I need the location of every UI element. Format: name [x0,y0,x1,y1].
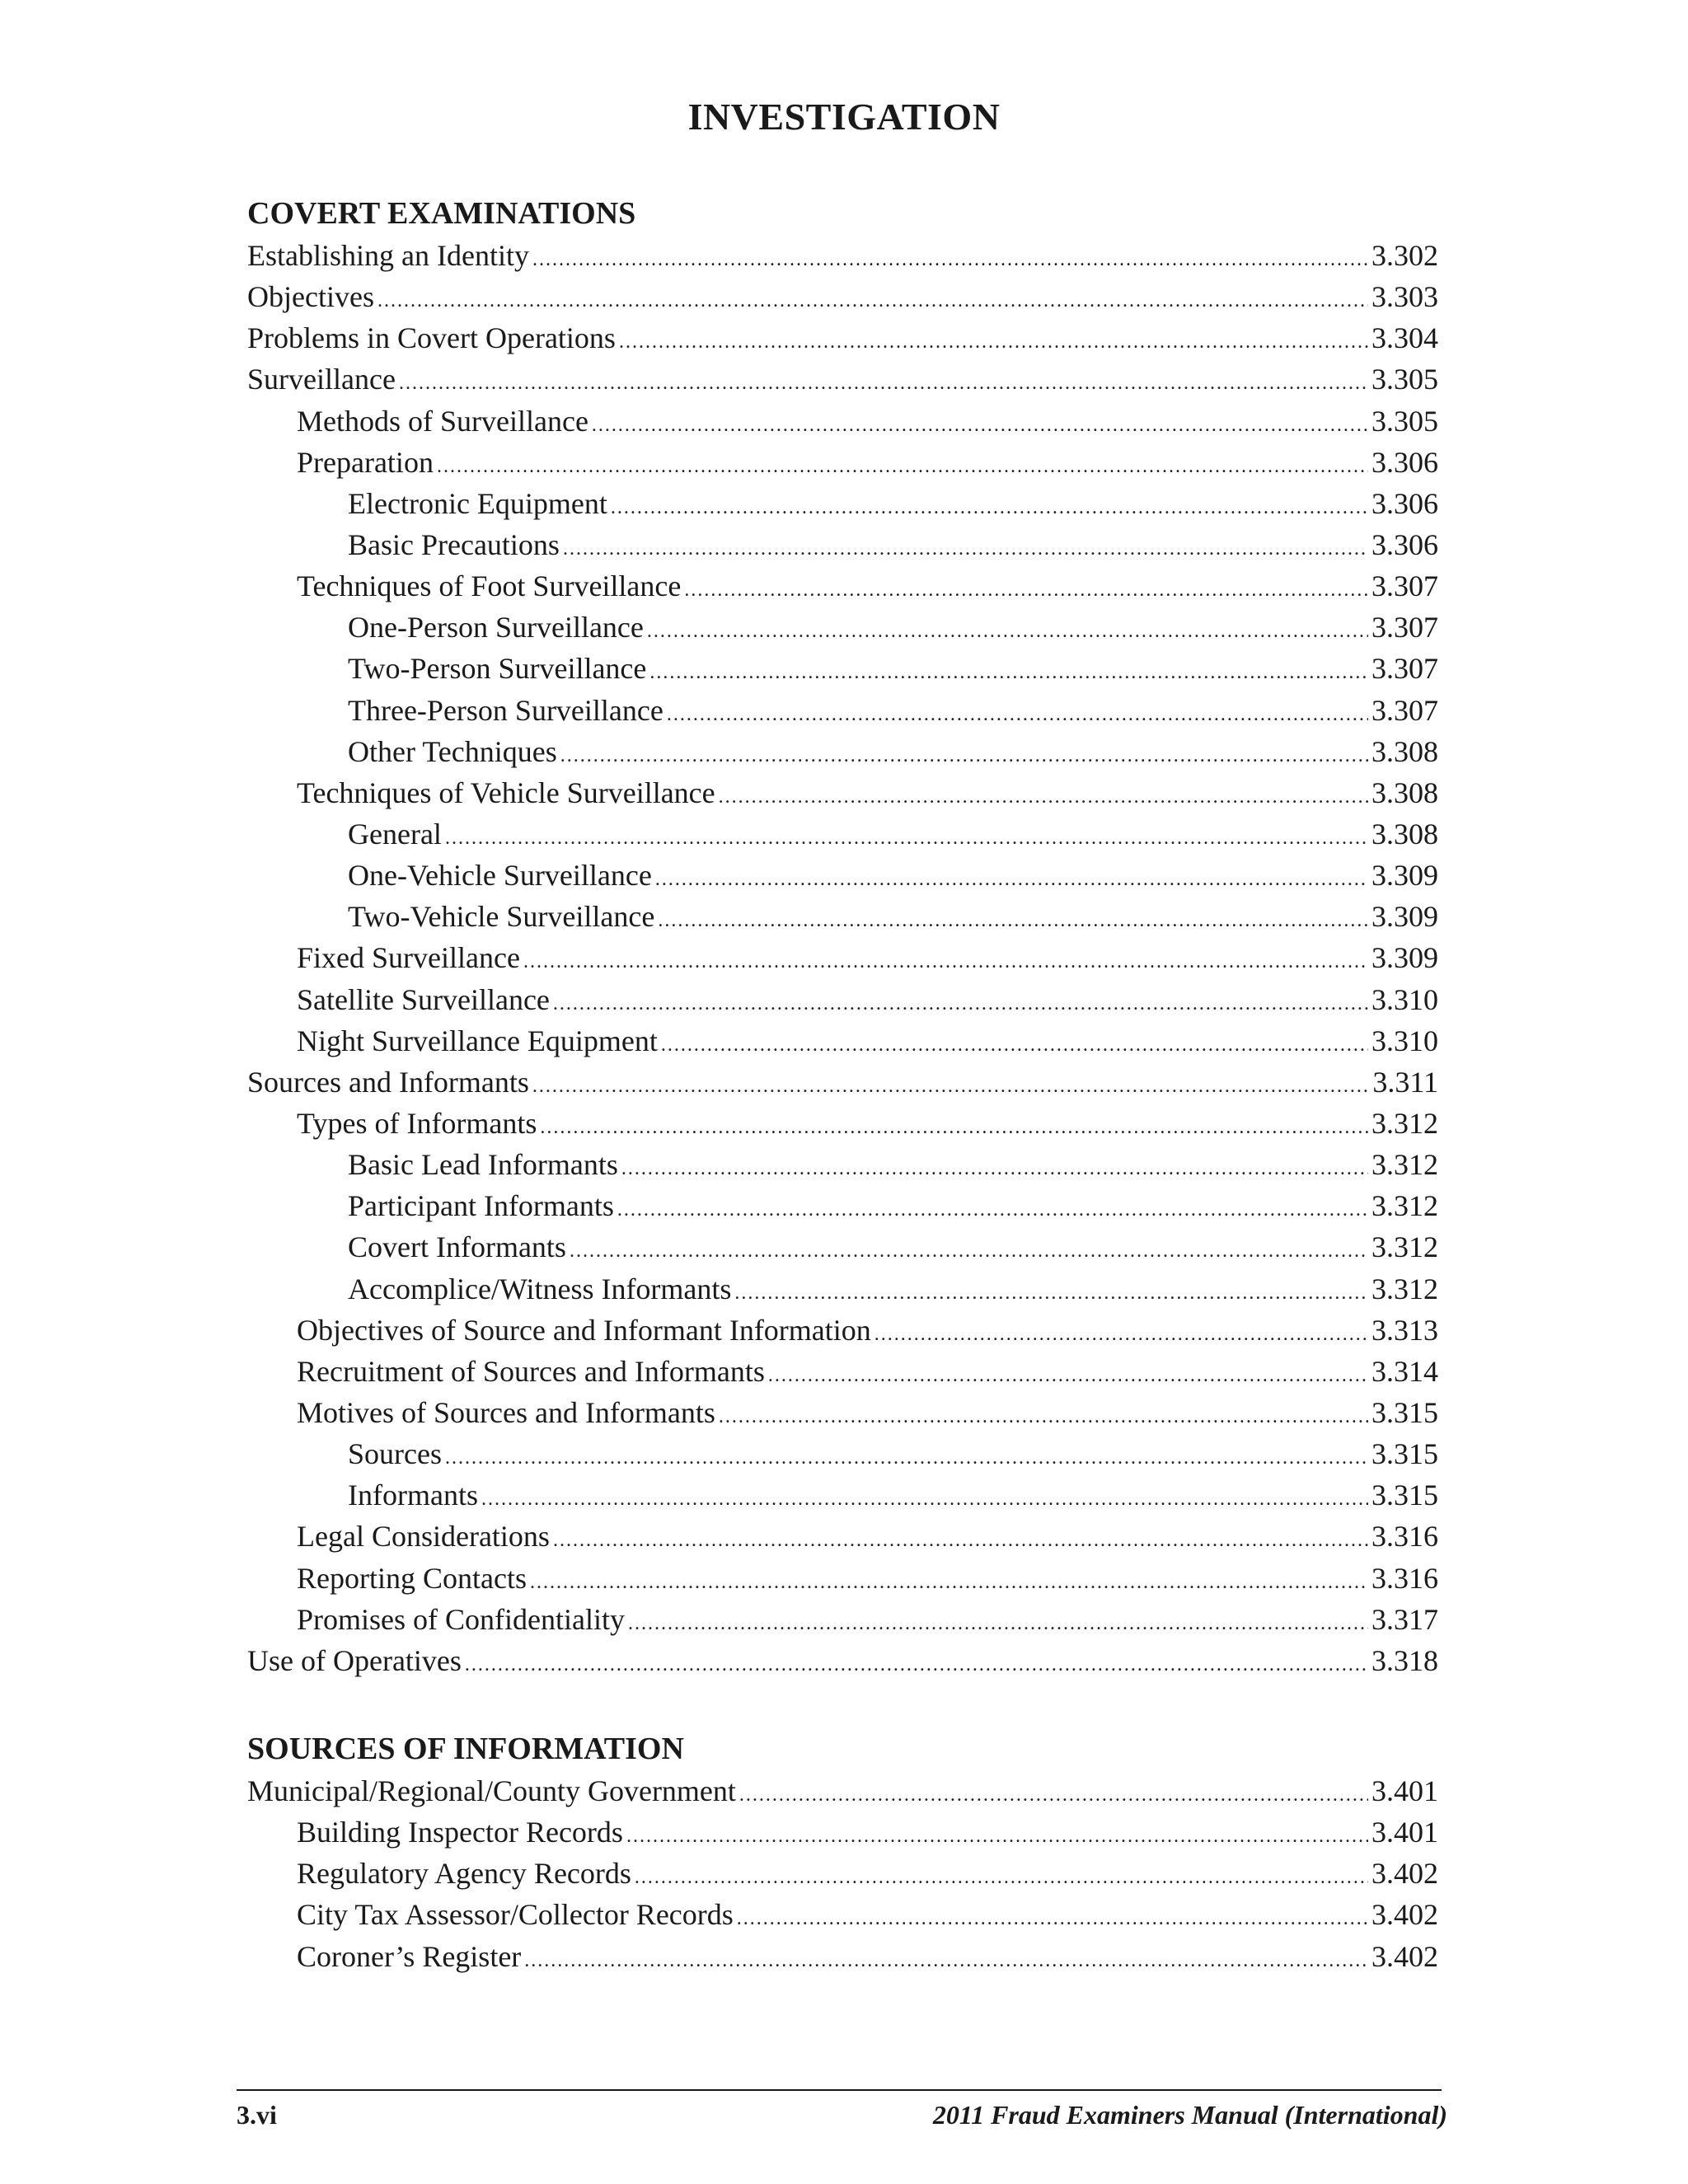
toc-entry [247,648,1438,689]
toc-entry-label: Objectives of Source and Informant Information [297,1313,871,1347]
toc-entries [247,1770,1438,1977]
toc-entry [247,401,1438,442]
dot-leader [445,1437,1368,1479]
toc-entry [247,690,1438,731]
toc-entry [247,359,1438,400]
toc-entry-page: 3.312 [1372,1230,1438,1264]
toc-entry [247,317,1438,359]
toc-entry [247,1474,1438,1516]
toc-entry-label: Accomplice/Witness Informants [348,1272,732,1305]
toc-entry-page: 3.311 [1372,1065,1438,1099]
dot-leader [874,1314,1368,1355]
toc-entry-page: 3.308 [1372,734,1438,768]
toc-entry [247,235,1438,276]
toc-entry-page: 3.316 [1372,1520,1438,1554]
toc-entry-label: Preparation [297,445,434,479]
section-heading: SOURCES OF INFORMATION [247,1732,684,1766]
toc-entry-label: Participant Informants [348,1189,614,1223]
toc-entry [247,607,1438,648]
toc-entry-label: Types of Informants [297,1106,537,1140]
page-title: INVESTIGATION [687,96,1001,138]
dot-leader [621,1148,1368,1189]
dot-leader [592,405,1368,446]
dot-leader [437,446,1368,487]
toc-entry-page: 3.308 [1372,817,1438,851]
toc-entry [247,772,1438,813]
toc-entry [247,813,1438,855]
toc-entry [247,276,1438,317]
toc-entries [247,235,1438,1681]
toc-entry-label: Use of Operatives [247,1643,462,1677]
toc-entry-label: Recruitment of Sources and Informants [297,1354,765,1388]
toc-entry-page: 3.402 [1372,1857,1438,1891]
toc-entry-label: Building Inspector Records [297,1816,623,1849]
toc-entry-label: Sources and Informants [247,1065,529,1099]
toc-entry-label: Motives of Sources and Informants [297,1395,715,1429]
toc-entry-page: 3.312 [1372,1106,1438,1140]
toc-entry [247,979,1438,1020]
dot-leader [540,1107,1368,1148]
toc-entry-page: 3.312 [1372,1272,1438,1305]
dot-leader [734,1272,1368,1314]
toc-entry [247,1640,1438,1681]
toc-entry-page: 3.401 [1372,1816,1438,1849]
toc-entry-page: 3.309 [1372,941,1438,975]
toc-entry [247,1310,1438,1351]
toc-entry-page: 3.318 [1372,1643,1438,1677]
toc-entry-label: Regulatory Agency Records [297,1857,631,1891]
dot-leader [768,1355,1368,1396]
dot-leader [530,1562,1368,1603]
toc-entry [247,1103,1438,1144]
section-heading: COVERT EXAMINATIONS [247,196,636,231]
footer-page-number: 3.vi [237,2100,277,2130]
toc-entry-label: Promises of Confidentiality [297,1602,625,1636]
toc-entry [247,1433,1438,1474]
toc-entry [247,1811,1438,1853]
footer-rule [237,2089,1442,2091]
dot-leader [719,1396,1368,1437]
toc-entry-label: Informants [348,1479,478,1512]
dot-leader [445,818,1368,859]
dot-leader [661,1024,1368,1066]
toc-entry [247,1144,1438,1185]
dot-leader [635,1857,1368,1898]
toc-section-covert-examinations [247,192,1438,1681]
toc-entry-label: Sources [348,1437,442,1471]
toc-entry-label: One-Vehicle Surveillance [348,859,652,893]
toc-entry [247,1351,1438,1392]
toc-entry-page: 3.307 [1372,652,1438,686]
toc-entry-label: Objectives [247,280,374,314]
dot-leader [628,1603,1368,1644]
dot-leader [684,569,1368,611]
toc-entry [247,896,1438,937]
toc-entry-page: 3.310 [1372,982,1438,1016]
toc-entry-page: 3.309 [1372,900,1438,934]
toc-entry-page: 3.308 [1372,776,1438,809]
toc-entry [247,1226,1438,1268]
dot-leader [739,1774,1368,1816]
toc-entry-label: Coroner’s Register [297,1939,522,1973]
toc-entry-page: 3.307 [1372,569,1438,603]
toc-entry-page: 3.305 [1372,363,1438,396]
toc-entry-page: 3.310 [1372,1024,1438,1057]
toc-entry-label: Fixed Surveillance [297,941,520,975]
toc-entry-label: Satellite Surveillance [297,982,550,1016]
toc-entry-page: 3.315 [1372,1479,1438,1512]
dot-leader [619,321,1368,363]
dot-leader [658,900,1368,941]
toc-entry-label: Covert Informants [348,1230,566,1264]
dot-leader [523,941,1368,982]
toc-entry-label: Reporting Contacts [297,1561,527,1595]
toc-entry [247,1516,1438,1557]
dot-leader [532,1066,1369,1107]
toc-entry-page: 3.306 [1372,527,1438,561]
toc-entry [247,731,1438,772]
toc-entry-label: Establishing an Identity [247,239,529,272]
toc-entry [247,1853,1438,1894]
toc-entry-page: 3.309 [1372,859,1438,893]
toc-entry [247,1268,1438,1310]
toc-entry [247,937,1438,978]
dot-leader [570,1230,1368,1272]
toc-entry [247,1770,1438,1811]
toc-entry-label: Basic Precautions [348,527,560,561]
toc-entry [247,1185,1438,1226]
toc-entry-label: Surveillance [247,363,396,396]
toc-entry-label: Three-Person Surveillance [348,693,663,727]
toc-section-sources-of-information [247,1727,1438,1977]
toc-entry [247,483,1438,524]
dot-leader [647,611,1368,652]
toc-entry-page: 3.401 [1372,1774,1438,1807]
toc-entry-label: General [348,817,442,851]
toc-entry [247,1020,1438,1062]
toc-entry-page: 3.315 [1372,1395,1438,1429]
toc-entry-label: Techniques of Vehicle Surveillance [297,776,715,809]
toc-entry-page: 3.307 [1372,611,1438,644]
toc-entry-page: 3.306 [1372,445,1438,479]
toc-entry-page: 3.305 [1372,404,1438,438]
dot-leader [524,1940,1368,1981]
toc-entry [247,855,1438,896]
toc-entry [247,1062,1438,1103]
toc-entry-label: Techniques of Foot Surveillance [297,569,682,603]
toc-entry-page: 3.315 [1372,1437,1438,1471]
toc-entry-page: 3.402 [1372,1898,1438,1932]
toc-entry-label: Municipal/Regional/County Government [247,1774,736,1807]
dot-leader [553,983,1368,1024]
toc-entry-page: 3.312 [1372,1189,1438,1223]
toc-entry-label: Two-Vehicle Surveillance [348,900,655,934]
dot-leader [563,528,1368,569]
toc-entry-label: Electronic Equipment [348,486,607,520]
dot-leader [649,652,1368,693]
toc-entry-page: 3.307 [1372,693,1438,727]
toc-entry [247,1894,1438,1935]
toc-entry-page: 3.402 [1372,1939,1438,1973]
dot-leader [719,776,1368,818]
toc-entry [247,565,1438,607]
dot-leader [481,1479,1368,1520]
toc-entry [247,1936,1438,1977]
toc-entry [247,1392,1438,1433]
toc-entry-label: City Tax Assessor/Collector Records [297,1898,734,1932]
dot-leader [532,239,1368,280]
dot-leader [655,859,1368,900]
footer-manual-title: 2011 Fraud Examiners Manual (International) [932,2100,1447,2130]
toc-entry-page: 3.303 [1372,280,1438,314]
dot-leader [611,487,1368,528]
dot-leader [399,363,1368,404]
toc-entry [247,1558,1438,1599]
toc-entry-label: Legal Considerations [297,1520,550,1554]
toc-entry-page: 3.317 [1372,1602,1438,1636]
toc-entry-label: One-Person Surveillance [348,611,644,644]
dot-leader [465,1644,1368,1685]
toc-entry-label: Other Techniques [348,734,557,768]
toc-entry-page: 3.304 [1372,321,1438,355]
toc-entry [247,1599,1438,1640]
toc-entry-page: 3.312 [1372,1148,1438,1182]
dot-leader [553,1520,1368,1561]
toc-entry-label: Problems in Covert Operations [247,321,616,355]
toc-entry-label: Methods of Surveillance [297,404,588,438]
toc-entry-label: Night Surveillance Equipment [297,1024,658,1057]
toc-entry [247,524,1438,565]
dot-leader [626,1816,1368,1857]
toc-entry-page: 3.302 [1372,239,1438,272]
toc-entry-page: 3.316 [1372,1561,1438,1595]
toc-entry-page: 3.306 [1372,486,1438,520]
toc-entry-label: Basic Lead Informants [348,1148,618,1182]
dot-leader [560,735,1368,776]
toc-entry [247,442,1438,483]
dot-leader [377,280,1368,321]
dot-leader [617,1189,1368,1230]
dot-leader [737,1898,1368,1939]
toc-entry-page: 3.313 [1372,1313,1438,1347]
toc-entry-page: 3.314 [1372,1354,1438,1388]
dot-leader [667,694,1368,735]
toc-entry-label: Two-Person Surveillance [348,652,647,686]
